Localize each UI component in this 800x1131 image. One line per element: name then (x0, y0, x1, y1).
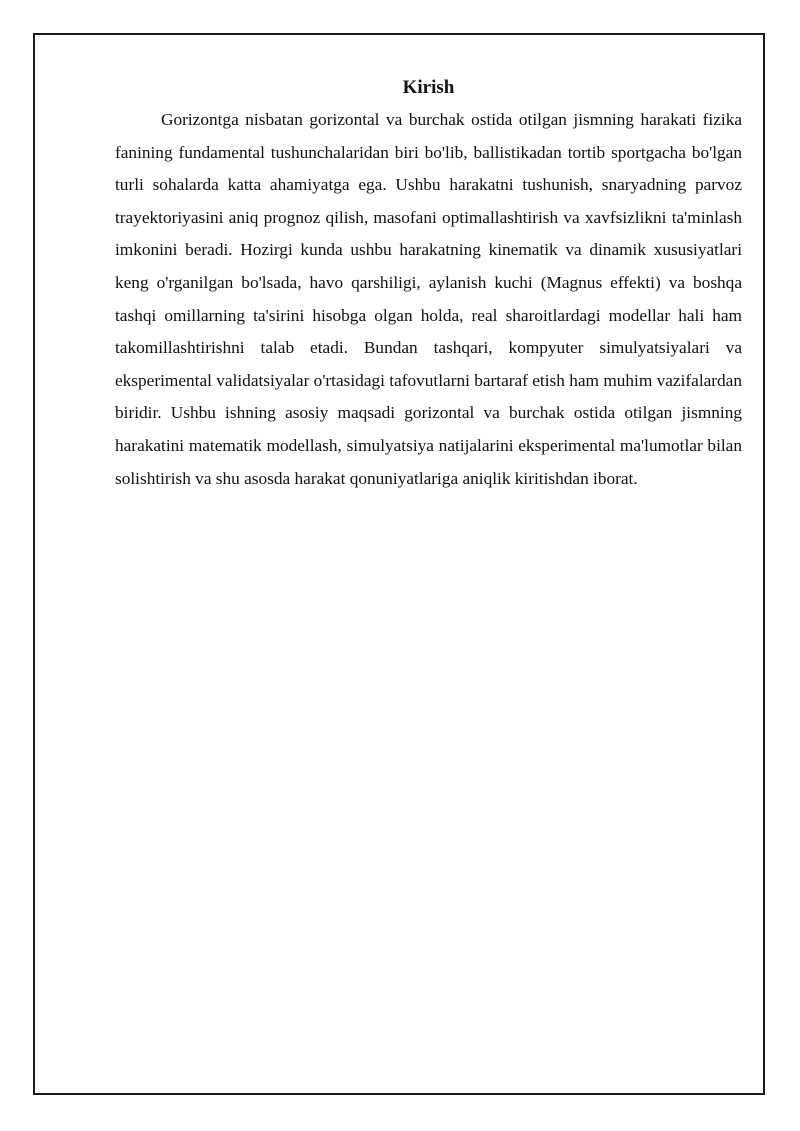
document-body (115, 74, 742, 495)
intro-paragraph: Gorizontga nisbatan gorizontal va burchak ostida otilgan jismning harakati fizika fanining fundamental tushunchalaridan biri bo'lib, ballistikadan tortib sportgacha bo'lgan turli sohalarda katta ahamiyatga ega. Ushbu harakatni tushunish, snaryadning parvoz trayektoriyasini aniq prognoz qilish, masofani optimallashtirish va xavfsizlikni ta'minlash imkonini beradi. Hozirgi kunda ushbu harakatning kinematik va dinamik xususiyatlari keng o'rganilgan bo'lsada, havo qarshiligi, aylanish kuchi (Magnus effekti) va boshqa tashqi omillarning ta'sirini hisobga olgan holda, real sharoitlardagi modellar hali ham takomillashtirishni talab etadi. Bundan tashqari, kompyuter simulyatsiyalari va eksperimental validatsiyalar o'rtasidagi tafovutlarni bartaraf etish ham muhim vazifalardan biridir. Ushbu ishning asosiy maqsadi gorizontal va burchak ostida otilgan jismning harakatini matematik modellash, simulyatsiya natijalarini eksperimental ma'lumotlar bilan solishtirish va shu asosda harakat qonuniyatlariga aniqlik kiritishdan iborat. (115, 110, 742, 488)
page-title: Kirish (402, 77, 455, 98)
